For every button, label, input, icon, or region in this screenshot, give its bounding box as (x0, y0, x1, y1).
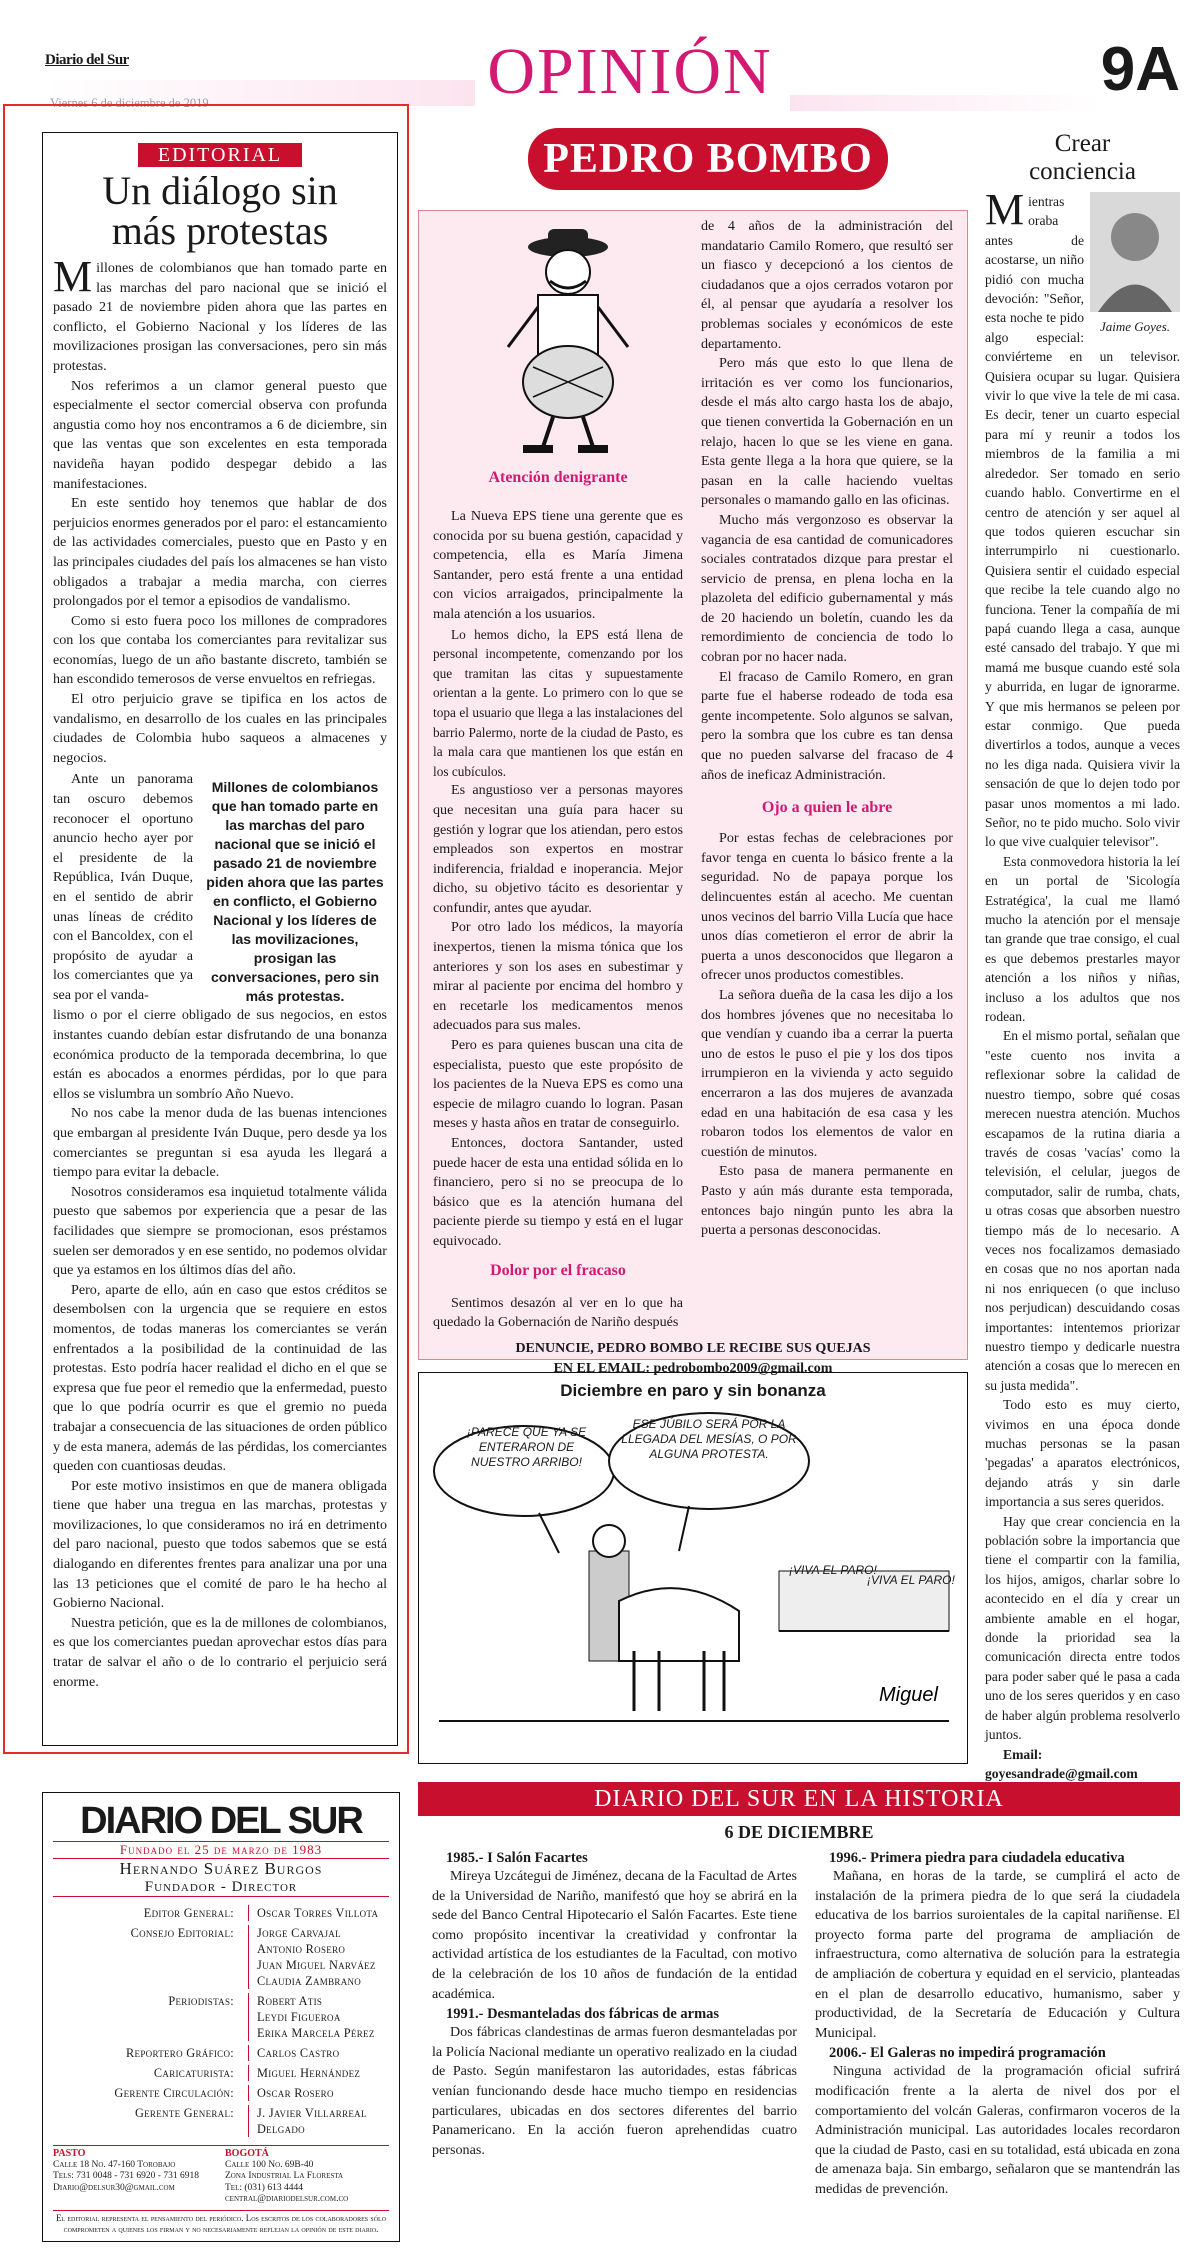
bogota-address: Calle 100 No. 69B-40 Zona Industrial La Floresta Tel: (031) 613 4444 central@diariodelsur.com.co (225, 2159, 349, 2204)
cartoon-bubble-1: ¡PARECE QUE YA SE ENTERARON DE NUESTRO ARRIBO! (466, 1425, 587, 1469)
bombo-paragraph: El fracaso de Camilo Romero, en gran parte fue el haberse rodeado de toda esa gente incompetente. Solo algunos se salvan, pero la sombra que los cubre es tan densa que no pueden salvarse del fracaso de 4 años de ineficaz Administración. (701, 668, 953, 783)
staff-row (53, 1993, 389, 2041)
staff-role-label: Gerente General: (134, 2106, 234, 2120)
staff-box (42, 1792, 400, 2242)
history-paragraph: Ninguna actividad de la programación oficial sufrirá modificación frente a la alerta de nivel dos por el comportamiento del volcán Galeras, confirmaron voceros de la Administración municipal. Las autoridades locales recordaron que la ciudad de Pasto, casi en su totalidad, está ubicada en zona de amenaza baja. Sin embargo, señalaron que se mantendrán las medidas de prevención. (815, 2063, 1180, 2197)
history-heading: 2006.- El Galeras no impedirá programación (829, 2045, 1106, 2062)
staff-row (53, 2085, 389, 2101)
cartoon-box (418, 1372, 968, 1764)
bombo-heading-atencion: Atención denigrante (488, 469, 628, 486)
editorial-paragraph: Ante un panorama tan oscuro debemos reconocer el oportuno anuncio hecho ayer por el presidente de la República, Iván Duque, en el sentido de abrir unas líneas de crédito con el Bancoldex, con el propósito de ayudar a los comerciantes que ya sea por el vanda- (53, 771, 193, 1003)
bombo-paragraph: Por otro lado los médicos, la mayoría inexpertos, tienen la misma tónica que los anteriores y son los ases en subestimar y mirar al paciente por encima del hombro y en recetarle los medicamentos menos adecuados para sus males. (433, 919, 683, 1034)
editorial-paragraph: lismo o por el cierre obligado de sus negocios, en estos instantes cuando debían estar disfrutando de una bonanza económica producto de la temporada decembrina, lo que están es abocados a enormes pérdidas, por lo que para ellos se vislumbra un sombrío Año Nuevo. (53, 1007, 387, 1102)
bombo-paragraph: La señora dueña de la casa les dijo a los dos hombres jóvenes que no necesitaba lo que vendían y cuando iba a cerrar la puerta uno de estos le puso el pie y los dos tipos irrumpieron en la vivienda y acto seguido encerraron a las dos mujeres de avanzada edad en una habitación de esa casa y les robaron todos los elementos de valor en cuestión de minutos. (701, 986, 953, 1160)
bombo-paragraph: Entonces, doctora Santander, usted puede hacer de esta una entidad sólida en lo financiero, pero si no se preocupa de lo básico que es la atención humana del paciente pierde su tiempo y está en el lugar equivocado. (433, 1135, 683, 1249)
staff-role-label: Reportero Gráfico: (126, 2046, 234, 2060)
bombo-footer: DENUNCIE, PEDRO BOMBO LE RECIBE SUS QUEJAS EN EL EMAIL: pedrobombo2009@gmail.com (515, 1340, 871, 1376)
bogota-label: BOGOTÁ (225, 2148, 269, 2159)
staff-role-label: Periodistas: (168, 1994, 234, 2008)
column-email: Email: goyesandrade@gmail.com (985, 1746, 1138, 1781)
editorial-label: EDITORIAL (138, 143, 302, 167)
history-paragraph: Dos fábricas clandestinas de armas fueron desmanteladas por la Policía Nacional mediante un operativo realizado en la ciudad de Pasto. Según manifestaron las autoridades, estas fábricas venían funcionando desde hace mucho tiempo en residencias particulares, ubicadas en dos sectores diferentes del barrio Panamericano. En la acción fueron aprehendidas cuatro personas. (432, 2024, 797, 2158)
staff-row (53, 1925, 389, 1989)
staff-member-name: J. Javier Villarreal Delgado (248, 2105, 389, 2137)
column-paragraph: Esta conmovedora historia la leí en un portal de 'Sicología Estratégica', la cual me llamó mucho la atención por el mensaje tan grande que trae consigo, el cual es que debemos prestarles mayor atención a los niños y niñas, incluso a los adultos que nos rodean. (985, 853, 1180, 1025)
column-title: Crear conciencia (1029, 130, 1136, 185)
bombo-paragraph: Mucho más vergonzoso es observar la vagancia de esa cantidad de comunicadores sociales contratados dizque para prestar el servicio de prensa, en plena locha en la plazoleta del edificio gubernamental y más de 20 haciendo un boletín, cuando les da remordimiento de conciencia de todo lo cobran por no hacer nada. (701, 511, 953, 666)
page-number: 9A (1100, 35, 1180, 104)
author-photo (1090, 192, 1180, 342)
editorial-paragraph: El otro perjuicio grave se tipifica en los actos de vandalismo, en desarrollo de los cuales en las principales ciudades de Colombia hubo saqueos a almacenes y negocios. (53, 691, 387, 766)
column-box (985, 130, 1180, 1810)
bombo-title: PEDRO BOMBO (528, 128, 888, 190)
staff-disclaimer: El editorial representa el pensamiento del periódico. Los escritos de los colaboradores sólo comprometen a quienes los firman y no necesariamente reflejan la opinión de este diario. (53, 2210, 389, 2235)
history-box (432, 1846, 1180, 2246)
column-paragraph: En el mismo portal, señalan que "este cuento nos invita a reflexionar sobre la calidad de nuestro tiempo, sobre qué cosas merecen nuestra atención. Muchos escapamos de la rutina diaria a través de cosas 'vacías' como la televisión, el celular, juegos de computador, salir de rumba, chats, u otras cosas que absorben nuestro tiempo más de lo necesario. A veces nos focalizamos demasiado en cosas que no nos aportan nada ni nos enriquecen (o que incluso nos perjudican) descuidando cosas importantes: intentemos priorizar nuestro tiempo y dedicarle nuestra atención a cosas que lo merecen en su justa medida". (985, 1028, 1180, 1393)
author-caption: Jaime Goyes. (1099, 319, 1171, 334)
history-date: 6 DE DICIEMBRE (724, 1822, 874, 1842)
bombo-heading-ojo: Ojo a quien le abre (761, 799, 893, 817)
history-title: DIARIO DEL SUR EN LA HISTORIA (418, 1782, 1180, 1816)
bombo-paragraph: La Nueva EPS tiene una gerente que es conocida por su buena gestión, capacidad y competencia, ella es María Jimena Santander, pero está frente a una entidad con vicios arraigados, principalmente la mala atención a los usuarios. (433, 508, 683, 622)
staff-member-name: Oscar Rosero (248, 2085, 389, 2101)
staff-directory (53, 1905, 389, 2137)
bombo-paragraph: de 4 años de la administración del mandatario Camilo Romero, que resultó ser un fiasco y decepcionó a los cientos de ciudadanos que a ojos cerrados votaron por él, al pensar que ayudaría a resolver los problemas sociales y económicos de este departamento. (701, 218, 953, 352)
bombo-heading-dolor: Dolor por el fracaso (490, 1261, 626, 1279)
header-date: Viernes 6 de diciembre de 2019 (50, 96, 209, 110)
section-title: OPINIÓN (487, 35, 773, 108)
editorial-paragraph: No nos cabe la menor duda de las buenas intenciones que embargan al presidente Iván Duque, pero desde ya los comerciantes se preguntan si esa ayuda les llegará a tiempo para evitar la debacle. (53, 1105, 387, 1181)
editorial-paragraph: Como si esto fuera poco los millones de compradores con los que contaba los comerciantes para revitalizar sus economías, luego de un año bastante discreto, también se han escondido temerosos de verse envueltos en refriegas. (53, 612, 387, 688)
column-paragraph: Hay que crear conciencia en la población sobre la importancia que tiene el compartir con la familia, los hijos, amigos, charlar sobre lo acontecido en el día y crear un ambiente amable en el hogar, donde la prioridad sea la comunicación directa entre todos para poder saber qué le pasa a cada uno de los seres queridos y en caso de haber algún problema resolverlo juntos. (985, 1513, 1180, 1743)
header-rule-right (790, 95, 1100, 111)
editorial-paragraph: Pero, aparte de ello, aún en caso que estos créditos se desembolsen con la urgencia que se requiere en estos momentos, de todas maneras los comerciantes se verán enfrentados a la posibilidad de la continuidad de las protestas. Esto podría hacer realidad el dicho en el que se expresa que fue peor el remedio que la enfermedad, puesto que lo que podría ocurrir es que el gremio no pueda trabajar a consecuencia de las situaciones de orden público y de esta manera, además de las pérdidas, los comerciantes queden con cuantiosas deudas. (53, 1281, 387, 1475)
staff-founder-role: Fundador - Director (53, 1879, 389, 1897)
bombo-paragraph: Pero es para quienes buscan una cita de especialista, puesto que este propósito de los pacientes de la Nueva EPS es como una especie de milagro cuando lo logran. Pasan meses y hasta años en tratar de conseguirlo. (433, 1037, 683, 1132)
staff-member-name: Miguel Hernández (248, 2065, 389, 2081)
bombo-paragraph: Esto pasa de manera permanente en Pasto y aún más durante esta temporada, entonces bajo ningún punto les abra la puerta a personas desconocidas. (701, 1163, 953, 1239)
cartoon-title: Diciembre en paro y sin bonanza (560, 1381, 826, 1400)
staff-row (53, 2065, 389, 2081)
staff-role-label: Caricaturista: (153, 2066, 234, 2080)
history-paragraph: Mañana, en horas de la tarde, se cumplirá el acto de instalación de la primera piedra de lo que será la ciudadela educativa de los barrios suroientales de la capital nariñense. El proyecto forma parte del programa de ampliación de infraestructura, como alternativa de solución para la estrategia de ampliación de cobertura y equidad en el servicio, planteadas en el plan de desarrollo educativo, humanismo, saber y productividad, de la Secretaría de Educación y Cultura Municipal. (815, 1868, 1180, 2041)
editorial-paragraph: Nosotros consideramos esa inquietud totalmente válida puesto que sabemos por experiencia que a pesar de las facilidades que siempre se promocionan, esos préstamos suelen ser demorados y en ese sentido, no podemos olvidar que ya estamos en los últimos días del año. (53, 1183, 387, 1279)
editorial-paragraph: Millones de colombianos que han tomado parte en las marchas del paro nacional que se inició el pasado 21 de noviembre piden ahora que las partes en conflicto, el Gobierno Nacional y los líderes de las movilizaciones prosigan las conversaciones, pero sin más protestas. (53, 252, 387, 374)
editorial-paragraph: En este sentido hoy tenemos que hablar de dos perjuicios enormes generados por el paro: el estancamiento de las actividades comerciales, puesto que en Pasto y en las principales ciudades del país los almacenes se han visto obligados a trabajar a media marcha, con cierres prolongados por el temor a episodios de vandalismo. (53, 495, 387, 610)
staff-member-name: Carlos Castro (248, 2045, 389, 2061)
pasto-label: PASTO (53, 2148, 86, 2159)
masthead-logo-small: Diario del Sur (45, 52, 129, 68)
column-paragraph: Todo esto es muy cierto, vivimos en una época donde muchas personas se la pasan 'pegadas' a aparatos electrónicos, dejando atrás y sin darle importancia a sus seres queridos. (985, 1397, 1180, 1510)
cartoon-bubble-2: ESE JÚBILO SERÁ POR LA LLEGADA DEL MESÍAS, O POR ALGUNA PROTESTA. (621, 1417, 797, 1461)
staff-role-label: Editor General: (143, 1906, 234, 1920)
cartoon-signature: Miguel (879, 1684, 938, 1706)
staff-member-name: Jorge Carvajal Antonio Rosero Juan Miguel Narváez Claudia Zambrano (248, 1925, 389, 1989)
staff-row (53, 2105, 389, 2137)
author-portrait-icon (1090, 192, 1180, 312)
staff-member-name: Robert Atis Leydi Figueroa Erika Marcela Pérez (248, 1993, 389, 2041)
staff-founded: Fundado el 25 de marzo de 1983 (53, 1841, 389, 1859)
bombo-paragraph: Pero más que esto lo que llena de irritación es ver como los funcionarios, desde el más alto cargo hasta los de abajo, que tienen convertida la Gobernación en un relajo, hacen lo que se les viene en gana. Esta gente llega a la hora que quiere, se la pasan en la calle haciendo vueltas personales o mamando gallo en las oficinas. (701, 355, 953, 509)
column-paragraph: Mientras oraba antes de acostarse, un niño pidió con mucha devoción: "Señor, esta noche te pido algo especial: conviérteme en un televisor. Quisiera ocupar su lugar. Quisiera vivir lo que vive la tele de mi casa. Es decir, tener un cuarto especial para mí y reunir a todos los miembros de la familia a mi alrededor. Ser tomado en serio cuando hablo. Convertirme en el centro de atención y ser aquel al que todos quieren escuchar sin interrumpirlo ni cuestionarlo. Quisiera sentir el cuidado especial que recibe la tele cuando algo no funciona. Tener la compañía de mi papá cuando llega a casa, aunque esté cansado del trabajo. Y que mi mamá me busque cuando esté sola y aburrida, en lugar de ignorarme. Y que mis hermanos se peleen por estar conmigo. Que pueda divertirlos a todos, aunque a veces no les diga nada. Quisiera vivir la sensación de que lo dejen todo por pasar unos momentos a mi lado. Señor, no te pido mucho. Solo vivir lo que vive cualquier televisor". (985, 185, 1180, 850)
editorial-title: Un diálogo sin más protestas (102, 168, 338, 253)
history-heading: 1991.- Desmanteladas dos fábricas de armas (446, 2006, 720, 2023)
staff-role-label: Gerente Circulación: (114, 2086, 234, 2100)
pull-quote: Millones de colombianos que han tomado parte en las marchas del paro nacional que se inició el pasado 21 de noviembre piden ahora que las partes en conflicto, el Gobierno Nacional y los líderes de las movilizaciones, prosigan las conversaciones, pero sin más protestas. (206, 779, 384, 1005)
history-heading: 1985.- I Salón Facartes (446, 1850, 588, 1866)
history-heading: 1996.- Primera piedra para ciudadela educativa (829, 1850, 1125, 1866)
bombo-paragraph: Por estas fechas de celebraciones por favor tenga en cuenta lo básico frente a la seguridad. No de papaya porque los delincuentes están al acecho. Me cuentan unos vecinos del barrio Villa Lucía que hace unos días cometieron el error de abrir la puerta a unos desconocidos que llegaron a ofrecer unos productos comestibles. (701, 830, 953, 984)
bombo-paragraph: Lo hemos dicho, la EPS está llena de personal incompetente, comenzando por los que tramitan las citas y supuestamente orientan a la gente. Lo primero con lo que se topa el usuario que llega a las instalaciones del barrio Palermo, norte de la ciudad de Pasto, es la mala cara que mantienen los que están en los cubículos. (433, 626, 683, 779)
cartoon-sign-1: ¡VIVA EL PARO! (789, 1563, 877, 1577)
editorial-paragraph: Nuestra petición, que es la de millones de colombianos, es que los comerciantes puedan aprovechar estos días para tratar de salvar el año o de lo contrario el perjuicio será enorme. (53, 1614, 387, 1690)
editorial-paragraph: Nos referimos a un clamor general puesto que especialmente el sector comercial observa con profunda angustia como hoy nos encontramos a 6 de diciembre, sin que las ventas que son excelentes en esta temporada navideña hayan podido despegar debido a las manifestaciones. (53, 377, 387, 492)
staff-row (53, 2045, 389, 2061)
staff-row (53, 1905, 389, 1921)
bombo-paragraph: Es angustioso ver a personas mayores que necesitan una guía para hacer su gestión y lograr que los atiendan, pero estos empleados son expertos en mostrar indiferencia, frialdad e inoperancia. Mejor dicho, su objetivo tácito es desorientar y confundir, antes que ayudar. (433, 782, 683, 916)
pedro-bombo-drummer-illustration (438, 217, 678, 457)
editorial-box (42, 132, 398, 1746)
bombo-paragraph: Sentimos desazón al ver en lo que ha quedado la Gobernación de Nariño después (433, 1294, 683, 1331)
bombo-box (418, 210, 968, 1376)
history-paragraph: Mireya Uzcátegui de Jiménez, decana de la Facultad de Artes de la Universidad de Nariño, manifestó que hoy se abrirá en la sede del Banco Central Hipotecario el Salón Facartes. Este tiene como propósito incentivar la creatividad y confrontar la actividad artística de los estudiantes de la Facultad, con motivo de la celebración de los 10 años de fundación de la entidad académica. (432, 1868, 797, 2002)
staff-member-name: Oscar Torres Villota (248, 1905, 389, 1921)
editorial-paragraph: Por este motivo insistimos en que de manera obligada tiene que haber una tregua en las marchas, protestas y movilizaciones, lo que consideramos no irá en detrimento del paro nacional, puesto que todos sabemos que se está dialogando en diferentes frentes para analizar una por una las 13 peticiones que el comité de paro le ha hecho al Gobierno Nacional. (53, 1477, 387, 1612)
pasto-address: Calle 18 No. 47-160 Torobajo Tels: 731 0048 - 731 6920 - 731 6918 Diario@delsur30@gmail.com (53, 2159, 199, 2193)
staff-founder: Hernando Suárez Burgos (119, 1859, 323, 1878)
staff-role-label: Consejo Editorial: (130, 1926, 234, 1940)
cartoon-sign-2: ¡VIVA EL PARO! (867, 1573, 955, 1587)
staff-logo: DIARIO DEL SUR (80, 1800, 362, 1842)
